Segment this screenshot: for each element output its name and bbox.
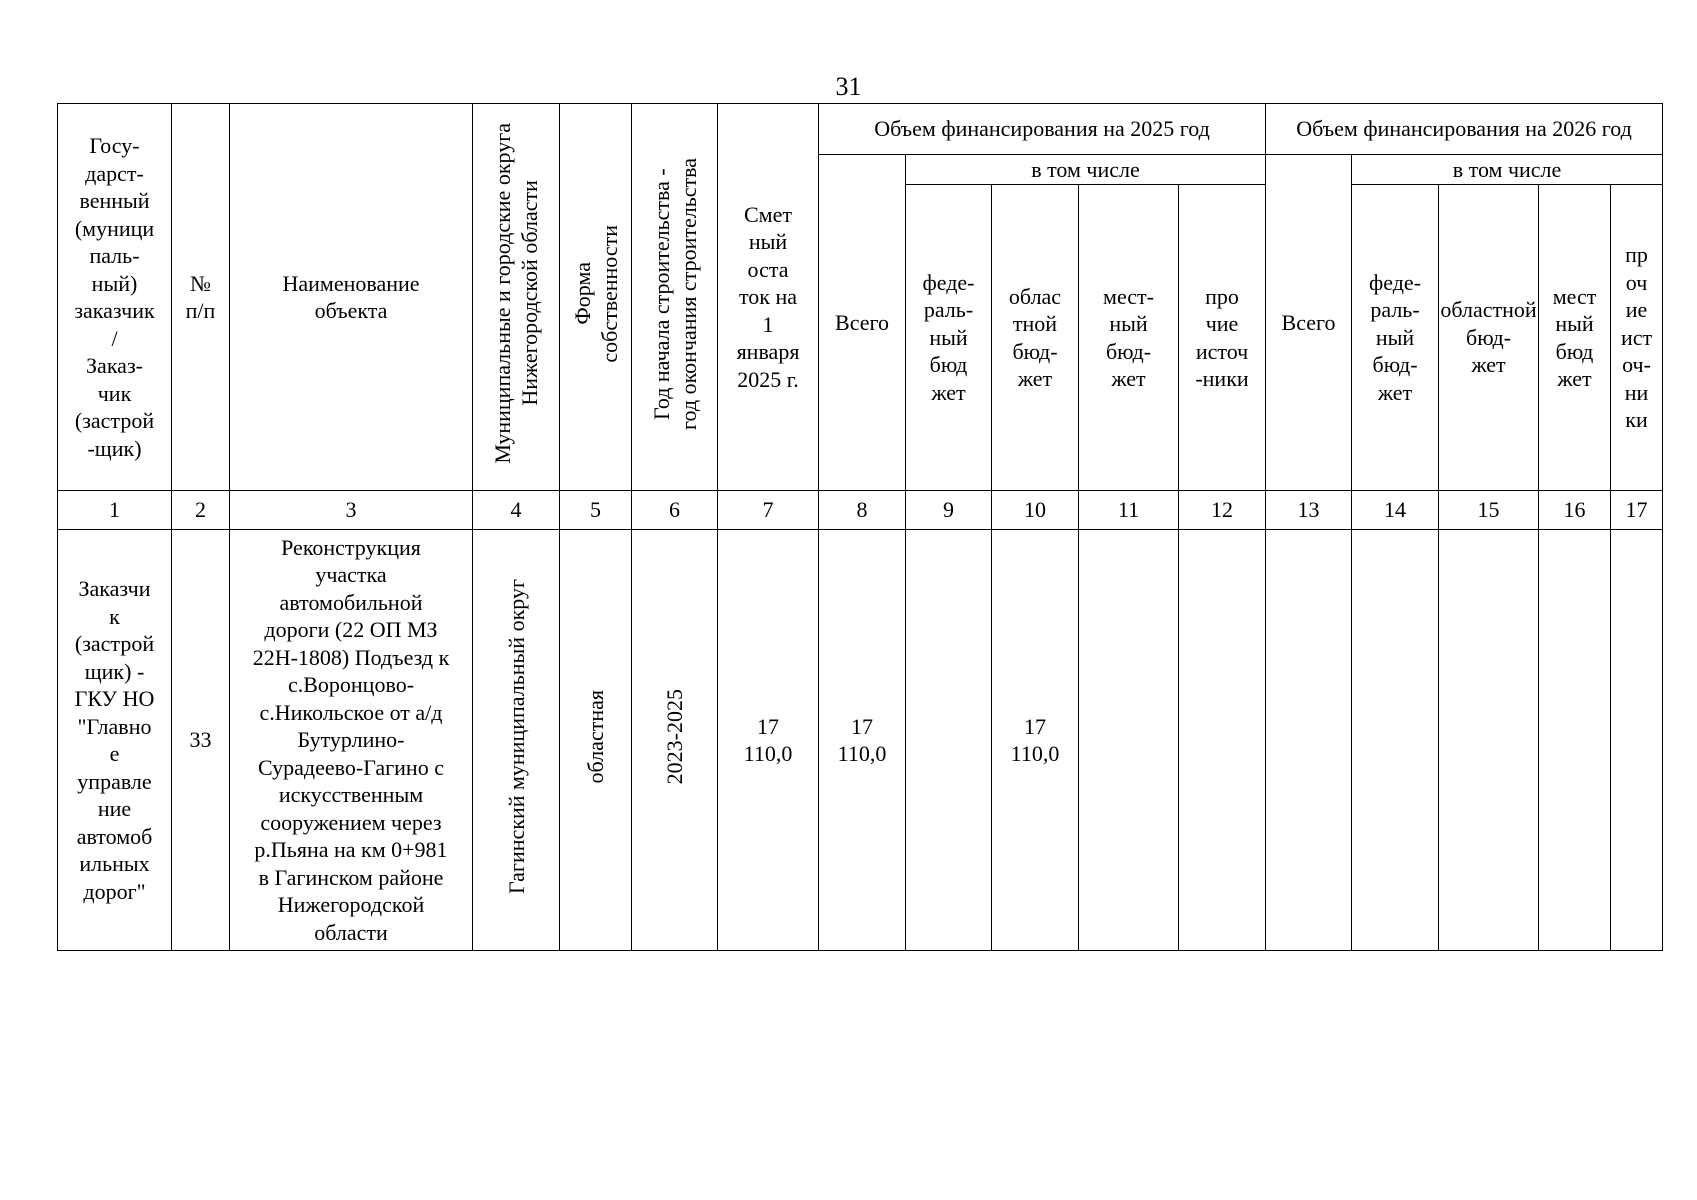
column-number: 15	[1439, 491, 1539, 530]
header-local-2026: мест ный бюд жет	[1539, 185, 1611, 491]
header-other-2026: пр оч ие ист оч- ни ки	[1611, 185, 1663, 491]
cell-years: 2023-2025	[632, 530, 718, 951]
header-ownership: Форма собственности	[560, 104, 632, 491]
header-regional-2026: областной бюд- жет	[1439, 185, 1539, 491]
cell-object-name: Реконструкция участка автомобильной дороги (22 ОП МЗ 22Н-1808) Подъезд к с.Воронцово- с.Никольское от а/д Бутурлино- Сурадеево-Гагино с искусственным сооружением через р.Пьяна на км 0+981 в Гагинском районе Нижегородской области	[230, 530, 473, 951]
header-estimated-remainder: Смет ный оста ток на 1 января 2025 г.	[718, 104, 819, 491]
cell-other-2025	[1179, 530, 1266, 951]
header-federal-2025: феде- раль- ный бюд жет	[906, 185, 992, 491]
financing-table	[57, 103, 1663, 951]
header-total-2025: Всего	[819, 155, 906, 491]
column-number: 6	[632, 491, 718, 530]
column-number: 9	[906, 491, 992, 530]
header-including-2026: в том числе	[1352, 155, 1663, 185]
column-number: 8	[819, 491, 906, 530]
header-object-name: Наименование объекта	[230, 104, 473, 491]
cell-total-2026	[1266, 530, 1352, 951]
cell-row-number: 33	[172, 530, 230, 951]
header-group-2026: Объем финансирования на 2026 год	[1266, 104, 1663, 155]
column-number: 11	[1079, 491, 1179, 530]
column-number: 14	[1352, 491, 1439, 530]
column-number: 1	[58, 491, 172, 530]
column-number: 2	[172, 491, 230, 530]
cell-ownership: областная	[560, 530, 632, 951]
cell-other-2026	[1611, 530, 1663, 951]
column-number: 16	[1539, 491, 1611, 530]
column-number-row	[58, 491, 1663, 530]
cell-estimated-remainder: 17 110,0	[718, 530, 819, 951]
header-federal-2026: феде- раль- ный бюд- жет	[1352, 185, 1439, 491]
column-number: 10	[992, 491, 1079, 530]
column-number: 13	[1266, 491, 1352, 530]
column-number: 7	[718, 491, 819, 530]
cell-district: Гагинский муниципальный округ	[473, 530, 560, 951]
header-other-2025: про чие источ -ники	[1179, 185, 1266, 491]
cell-regional-2026	[1439, 530, 1539, 951]
header-years: Год начала строительства - год окончания строительства	[632, 104, 718, 491]
cell-total-2025: 17 110,0	[819, 530, 906, 951]
column-number: 5	[560, 491, 632, 530]
page-number: 31	[835, 72, 862, 101]
column-number: 17	[1611, 491, 1663, 530]
header-customer: Госу- дарст- венный (муници паль- ный) заказчик / Заказ- чик (застрой -щик)	[58, 104, 172, 491]
header-row-number: № п/п	[172, 104, 230, 491]
cell-regional-2025: 17 110,0	[992, 530, 1079, 951]
column-number: 3	[230, 491, 473, 530]
header-row-1	[58, 104, 1663, 155]
cell-local-2026	[1539, 530, 1611, 951]
header-including-2025: в том числе	[906, 155, 1266, 185]
cell-customer: Заказчи к (застрой щик) - ГКУ НО "Главно е управле ние автомоб ильных дорог"	[58, 530, 172, 951]
cell-local-2025	[1079, 530, 1179, 951]
cell-federal-2025	[906, 530, 992, 951]
column-number: 4	[473, 491, 560, 530]
column-number: 12	[1179, 491, 1266, 530]
header-regional-2025: облас тной бюд- жет	[992, 185, 1079, 491]
cell-federal-2026	[1352, 530, 1439, 951]
header-group-2025: Объем финансирования на 2025 год	[819, 104, 1266, 155]
header-district: Муниципальные и городские округа Нижегородской области	[473, 104, 560, 491]
header-total-2026: Всего	[1266, 155, 1352, 491]
header-local-2025: мест- ный бюд- жет	[1079, 185, 1179, 491]
table-row	[58, 530, 1663, 951]
